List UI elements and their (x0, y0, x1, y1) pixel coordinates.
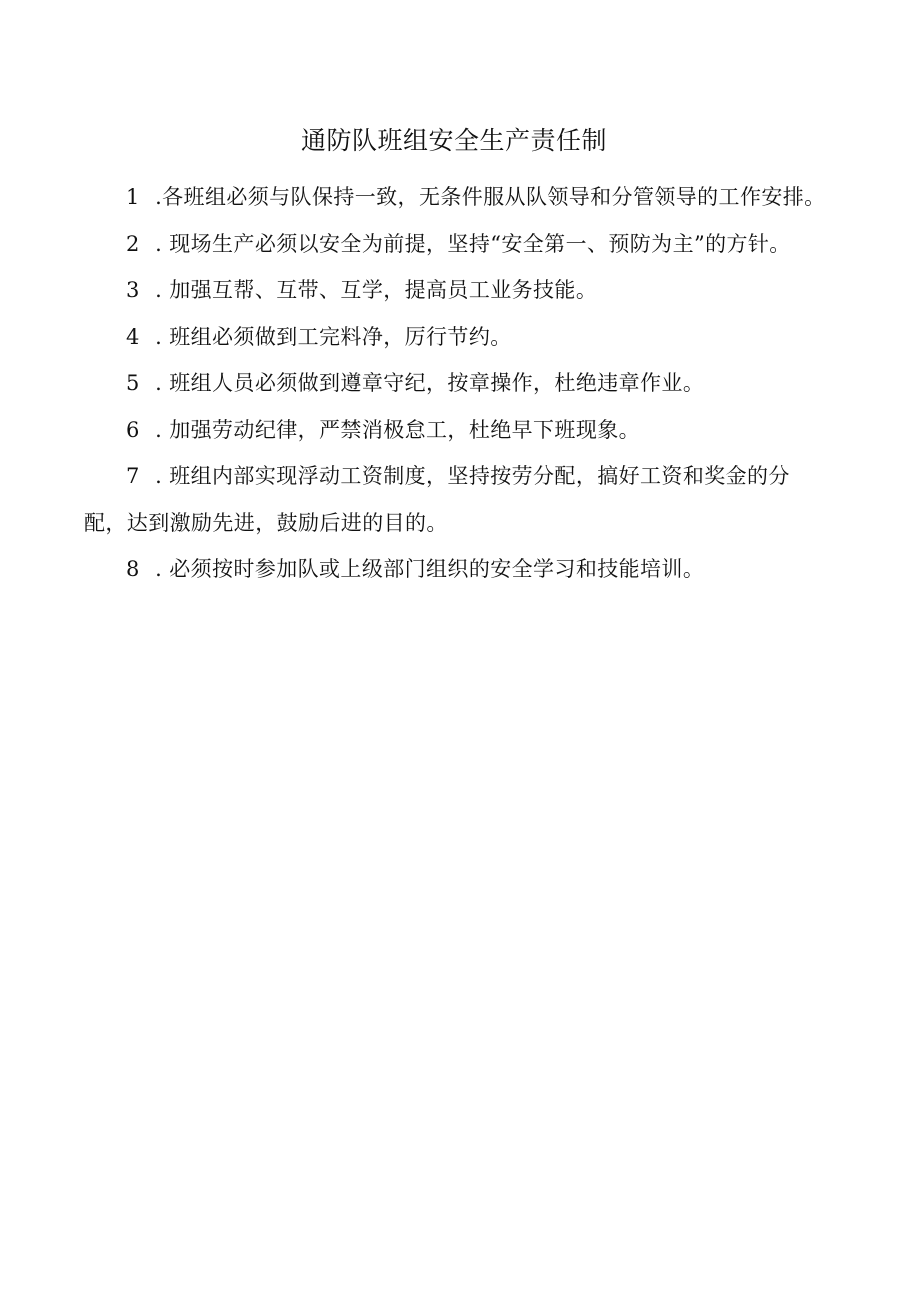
rule-number: 7 (126, 464, 140, 488)
rule-number: 4 (126, 324, 140, 349)
rules-list (84, 174, 830, 593)
rule-text: 班组必须做到工完料净，厉行节约。 (169, 324, 512, 349)
rule-item (84, 453, 830, 546)
rule-text: 各班组必须与队保持一致，无条件服从队领导和分管领导的工作安排。 (162, 185, 826, 209)
rule-item (84, 360, 830, 407)
rule-item (84, 546, 830, 593)
rule-item (84, 267, 830, 314)
rule-separator: . (148, 278, 170, 302)
rule-text: 加强互帮、互带、互学，提高员工业务技能。 (169, 278, 598, 302)
rule-separator: . (148, 185, 163, 209)
rule-separator: . (148, 464, 170, 488)
document-title: 通防队班组安全生产责任制 (300, 126, 607, 155)
rule-separator: . (148, 231, 170, 256)
rule-number: 6 (126, 417, 140, 442)
rule-item (84, 221, 830, 268)
rule-number: 5 (126, 371, 140, 395)
rule-number: 2 (126, 231, 140, 256)
rule-text: 班组内部实现浮动工资制度，坚持按劳分配，搞好工资和奖金的分配，达到激励先进，鼓励后进的目的。 (84, 464, 790, 535)
rule-item (84, 174, 830, 221)
rule-number: 1 (126, 185, 140, 209)
rule-separator: . (148, 557, 170, 581)
rule-number: 8 (126, 557, 140, 581)
rule-item (84, 407, 830, 454)
rule-separator: . (148, 324, 170, 349)
rule-separator: . (148, 371, 170, 395)
rule-number: 3 (126, 278, 140, 302)
rule-text: 现场生产必须以安全为前提，坚持“安全第一、预防为主”的方针。 (169, 231, 791, 256)
rule-separator: . (148, 417, 170, 442)
rule-text: 加强劳动纪律，严禁消极怠工，杜绝早下班现象。 (169, 417, 641, 442)
rule-item (84, 314, 830, 361)
rule-text: 必须按时参加队或上级部门组织的安全学习和技能培训。 (169, 557, 705, 581)
rule-text: 班组人员必须做到遵章守纪，按章操作，杜绝违章作业。 (169, 371, 705, 395)
